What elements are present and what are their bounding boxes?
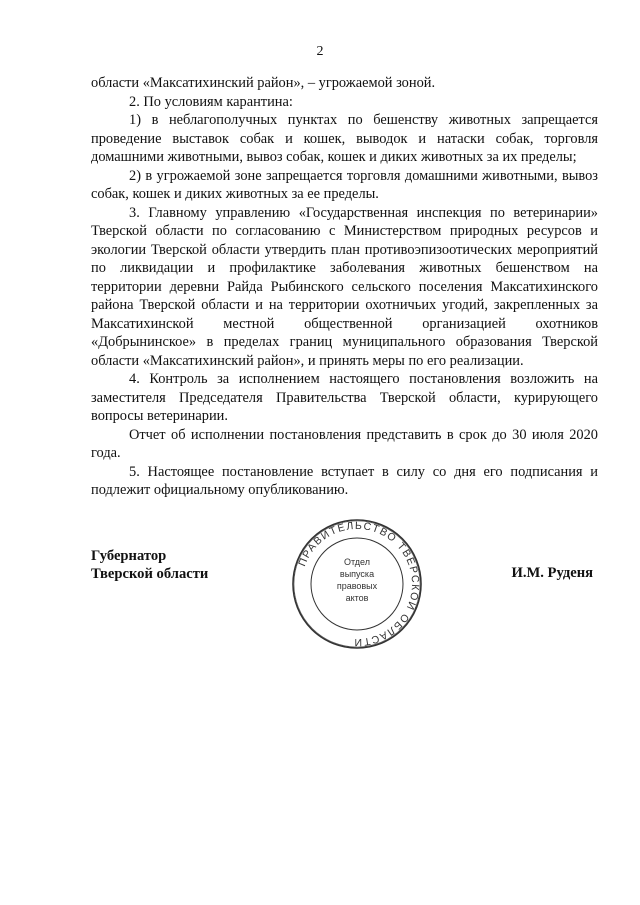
page-number: 2 (316, 44, 324, 59)
paragraph-continuation: области «Максатихинский район», – угрожаемой зоной. (91, 75, 436, 91)
stamp-ring-text: ПРАВИТЕЛЬСТВО ТВЕРСКОЙ ОБЛАСТИ (296, 519, 422, 649)
paragraph-4: 4. Контроль за исполнением настоящего постановления возложить на заместителя Председателя Правительства Тверской области, курирующего вопросы ветеринарии. (91, 371, 598, 424)
paragraph-item-1: 1) в неблагополучных пунктах по бешенству животных запрещается проведение выставок собак и кошек, выводок и натаски собак, торговля домашними животными, вывоз собак, кошек и диких животных за их пределы; (91, 112, 598, 165)
signatory-region: Тверской области (91, 566, 209, 582)
stamp-line: правовых (336, 581, 378, 591)
stamp-inner-text (328, 556, 386, 604)
paragraph-item-2: 2) в угрожаемой зоне запрещается торговля домашними животными, вывоз собак, кошек и диких животных за ее пределы. (91, 167, 598, 202)
signatory-position (91, 547, 208, 583)
paragraph-3: 3. Главному управлению «Государственная инспекция по ветеринарии» Тверской области по согласованию с Министерством природных ресурсов и экологии Тверской области утвердить план противоэпизоотических мероприятий по ликвидации и профилактике заболевания животных бешенством на территории деревни Райда Рыбинского сельского поселения Максатихинского района Тверской области и на территории охотничьих угодий, закрепленных за Максатихинской местной общественной организацией охотников «Добрынинское» в пределах границ муниципального образования Тверской области «Максатихинский район», и принять меры по его реализации. (91, 204, 598, 369)
signatory-name: И.М. Руденя (511, 565, 593, 581)
stamp-line: выпуска (339, 569, 375, 579)
document-body (91, 74, 598, 500)
signatory-title: Губернатор (91, 548, 167, 564)
stamp-line: Отдел (343, 557, 371, 567)
stamp-line: актов (345, 593, 369, 603)
paragraph-quarantine-conditions: 2. По условиям карантина: (129, 93, 293, 110)
paragraph-5: 5. Настоящее постановление вступает в силу со дня его подписания и подлежит официальному опубликованию. (91, 463, 598, 498)
paragraph-report: Отчет об исполнении постановления представить в срок до 30 июля 2020 года. (91, 426, 598, 461)
